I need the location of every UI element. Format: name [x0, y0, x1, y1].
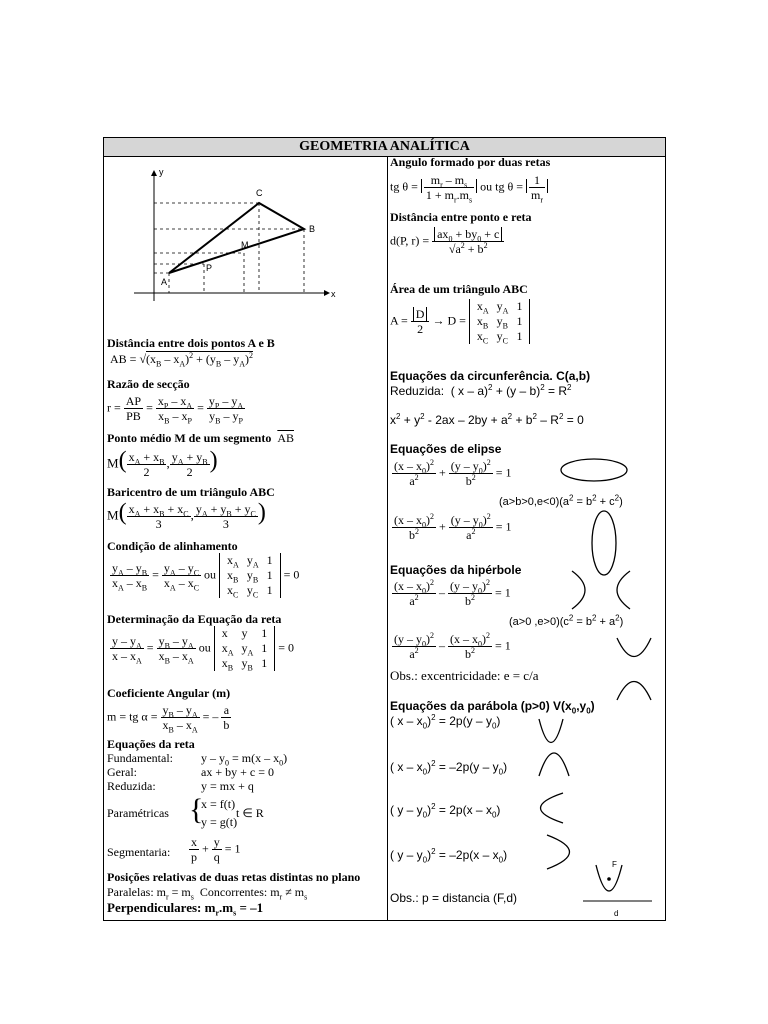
parabola-down-icon [536, 748, 572, 778]
midpoint-formula: M( $\frac{x_A + x_B}{2}$ , $\frac{y_A + y_B}{2}$ ) [107, 447, 218, 479]
hyperbola-condition: (a>0 $,e>0)(c^2 = b^2 + a^2)$ [509, 613, 624, 628]
parametric-domain: t ∈ R [236, 806, 264, 820]
point-p-label: P [206, 263, 213, 273]
relative-positions-heading: Posições relativas de duas retas distintas no plano [107, 870, 361, 884]
point-b-label: B [309, 224, 316, 234]
focus-label: F [612, 860, 617, 869]
vertical-hyperbola-icon [614, 635, 654, 703]
parabola-formula-3: ( $y - y_0)^2 = 2p(x - x_0)$ [390, 802, 501, 820]
parabola-right-icon [536, 790, 566, 826]
page-title: GEOMETRIA ANALÍTICA [104, 138, 665, 157]
centroid-formula: M( $\frac{x_A + x_B + x_C}{3}$ , $\frac{y_A + y_B + y_C}{3}$ ) [107, 499, 266, 531]
alignment-formula: $\frac{y_A - y_B}{x_A - x_B}$ = $\frac{y_A - y_C}{x_A - x_C}$ ou $x_A$ $y_A$ 1 $x_B$ $y_B$ 1 $x_C$ $y_C$ 1 = 0 [112, 553, 300, 600]
distance-formula: AB = $√(x_B - x_A)^2 + (y_B - y_A)^2$ [110, 351, 254, 369]
triangle-area-heading: Área de um triângulo ABC [390, 282, 528, 296]
angle-heading: Angulo formado por duas retas [390, 155, 551, 169]
coordinate-graph [124, 163, 344, 303]
segmentary-formula: $\frac{x}{p}$ + $\frac{y}{q}$ = 1 [191, 835, 241, 864]
horizontal-hyperbola-icon [566, 568, 636, 612]
parametric-brace: { [189, 793, 204, 826]
midpoint-heading: Ponto médio M de um segmento $\overline{AB}$ [107, 431, 294, 445]
ellipse-condition: $(a>b>0,e<0)(a^2 = b^2 + c^2)$ [499, 493, 623, 508]
circle-reduced-formula: Reduzida: ( $x - a)^2 + (y - b)^2 = R^2$ [390, 383, 572, 398]
fundamental-formula: $y - y_0 = m(x - x_0)$ [201, 751, 288, 768]
y-axis-label: y [159, 167, 164, 177]
line-equation-heading: Determinação da Equação da reta [107, 612, 282, 626]
parabola-formula-4: ( $y - y_0)^2 = -2p(x - x_0)$ [390, 847, 508, 865]
centroid-heading: Baricentro de um triângulo ABC [107, 485, 275, 499]
focus-directrix-diagram [578, 857, 658, 919]
hyperbola-heading: Equações da hipérbole [390, 563, 522, 577]
line-equations-heading: Equações da reta [107, 737, 195, 751]
perpendicular-formula: Perpendiculares: $m_r.m_s = -1$ [107, 900, 264, 918]
segmentary-label: Segmentaria: [107, 845, 171, 859]
parametric-label: Paramétricas [107, 806, 169, 820]
parametric-x: x = f(t) [201, 797, 236, 811]
point-a-label: A [161, 277, 168, 287]
section-ratio-heading: Razão de secção [107, 377, 190, 391]
directrix-label: d [614, 909, 619, 918]
angle-formula: tg θ = $\frac{m_r - m_s}{1 + m_r.m_s}$ ou tg θ = $\frac{1}{m_r}$ [390, 173, 548, 202]
parabola-left-icon [544, 832, 574, 872]
hyperbola-formula-1: $\frac{(x - x_0)^2}{a^2}$ – $\frac{(y - y_0)^2}{b^2}$ = 1 [394, 578, 511, 608]
fundamental-label: Fundamental: [107, 751, 173, 765]
column-divider [387, 156, 388, 921]
section-ratio-formula: r = $\frac{AP}{PB}$ = $\frac{x_P - x_A}{x_B - x_P}$ = $\frac{y_P - y_A}{y_B - y_P}$ [107, 394, 244, 426]
parametric-y: y = g(t) [201, 815, 238, 829]
distance-heading: Distância entre dois pontos A e B [107, 336, 275, 350]
point-line-distance-heading: Distância entre ponto e reta [390, 210, 532, 224]
general-label: Geral: [107, 765, 137, 779]
circle-heading: Equações da circunferência. C(a,b) [390, 369, 591, 383]
point-m-label: M [241, 240, 249, 250]
formula-sheet [103, 137, 666, 921]
reduced-label: Reduzida: [107, 779, 156, 793]
slope-formula: m = tg α = $\frac{y_B - y_A}{x_B - x_A}$ = – $\frac{a}{b}$ [107, 703, 230, 735]
parabola-formula-1: ( $x - x_0)^2 = 2p(y - y_0)$ [390, 713, 501, 731]
triangle-area-formula: A = $\frac{D}{2}$ → D = $x_A$ $y_A$ 1 $x_B$ $y_B$ 1 $x_C$ $y_C$ 1 [390, 299, 530, 344]
ellipse-formula-1: $\frac{(x - x_0)^2}{a^2}$ + $\frac{(y - y_0)^2}{b^2}$ = 1 [394, 458, 512, 488]
alignment-heading: Condição de alinhamento [107, 539, 238, 553]
hyperbola-formula-2: $\frac{(y - y_0)^2}{a^2}$ – $\frac{(x - x_0)^2}{b^2}$ = 1 [394, 631, 511, 661]
x-axis-label: x [331, 289, 336, 299]
circle-general-formula: $x^2 + y^2 - 2ax - 2by + a^2 + b^2 - R^2 = 0$ [390, 412, 584, 427]
ellipse-formula-2: $\frac{(x - x_0)^2}{b^2}$ + $\frac{(y - y_0)^2}{a^2}$ = 1 [394, 512, 512, 542]
line-equation-formula: $\frac{y - y_A}{x - x_A}$ = $\frac{y_B - y_A}{x_B - x_A}$ ou x y 1 $x_A$ $y_A$ 1 $x_B$ $y_B$ 1 = 0 [112, 626, 295, 673]
parabola-formula-2: ( $x - x_0)^2 = -2p(y - y_0)$ [390, 759, 508, 777]
reduced-formula: y = mx + q [201, 779, 254, 793]
parabola-up-icon [536, 716, 566, 746]
horizontal-ellipse-icon [559, 457, 629, 483]
parabola-heading: Equações da parábola (p>0) $V(x_0,y_0)$ [390, 699, 595, 716]
general-formula: ax + by + c = 0 [201, 765, 274, 779]
point-line-distance-formula: d(P, r) = $\frac{ax_0 + by_0 + c}{√a^2 + b^2}$ [390, 227, 504, 256]
eccentricity-note: Obs.: excentricidade: e = c/a [390, 668, 539, 683]
slope-heading: Coeficiente Angular (m) [107, 686, 231, 700]
parallel-concurrent-formula: Paralelas: $m_r = m_s$ Concorrentes: $m_r \ne m_s$ [107, 885, 308, 902]
parabola-p-note: Obs.: p = distancia (F,d) [390, 891, 518, 905]
ellipse-heading: Equações de elipse [390, 442, 502, 456]
point-c-label: C [256, 188, 263, 198]
